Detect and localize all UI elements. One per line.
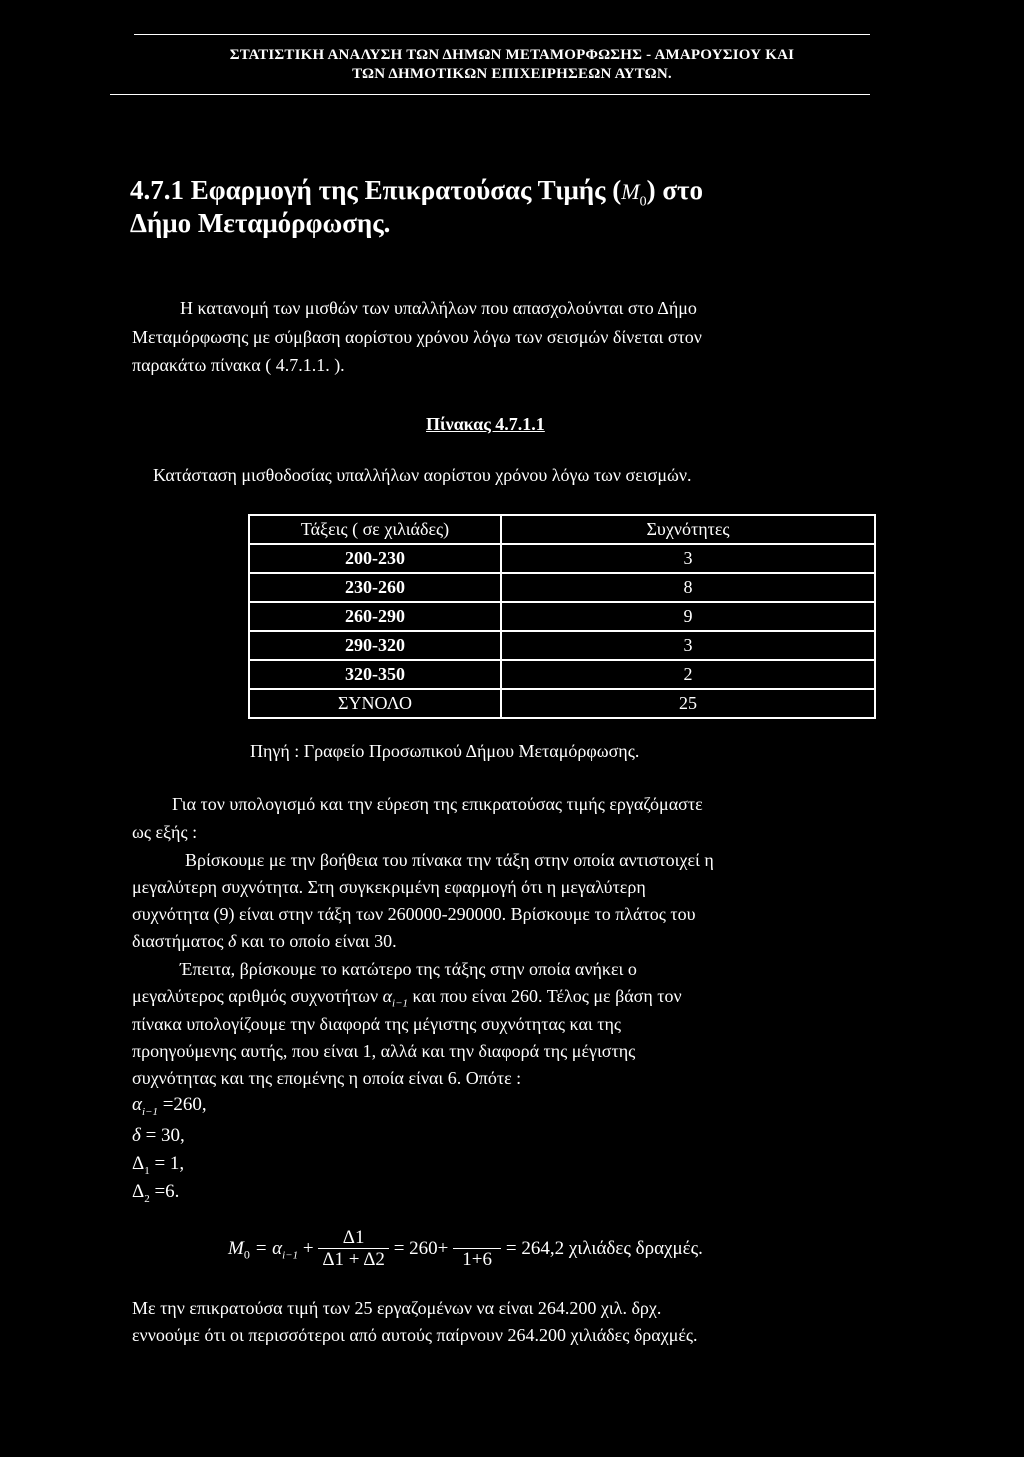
- class-cell: 290-320: [249, 631, 501, 660]
- col-header-classes: Τάξεις ( σε χιλιάδες): [249, 515, 501, 544]
- mode-symbol-sub: 0: [639, 194, 647, 210]
- table-caption: Κατάσταση μισθοδοσίας υπαλλήλων αορίστου χρόνου λόγω των σεισμών.: [153, 465, 692, 485]
- table-label: Πίνακας 4.7.1.1: [426, 414, 545, 434]
- D2-value: =6.: [154, 1181, 180, 1202]
- value-alpha: [132, 1093, 207, 1124]
- text-span: μεγαλύτερος αριθμός συχνοτήτων: [132, 986, 379, 1006]
- value-D2: [132, 1180, 179, 1211]
- alpha-symbol: α: [382, 986, 393, 1006]
- method-p3-line4: προηγούμενης αυτής, που είναι 1, αλλά και την διαφορά της μέγιστης: [132, 1041, 636, 1061]
- text-span: και το οποίο είναι 30.: [240, 931, 397, 951]
- method-p1-line2: ως εξής :: [132, 822, 198, 842]
- D2-sub: 2: [144, 1192, 150, 1205]
- formula-plus: +: [302, 1237, 314, 1259]
- total-value-cell: 25: [501, 689, 875, 718]
- table-total-row: [249, 689, 875, 718]
- table-row: [249, 631, 875, 660]
- intro-line3: παρακάτω πίνακα ( 4.7.1.1. ).: [132, 355, 345, 375]
- running-header-line1: ΣΤΑΤΙΣΤΙΚΗ ΑΝΑΛΥΣΗ ΤΩΝ ΔΗΜΩΝ ΜΕΤΑΜΟΡΦΩΣΗΣ - ΑΜΑΡΟΥΣΙΟΥ ΚΑΙ: [229, 47, 795, 63]
- conclusion-line1: Με την επικρατούσα τιμή των 25 εργαζομένων να είναι 264.200 χιλ. δρχ.: [132, 1298, 662, 1318]
- formula-alpha-sub: i−1: [282, 1249, 299, 1262]
- conclusion-line2: εννοούμε ότι οι περισσότεροι από αυτούς παίρνουν 264.200 χιλιάδες δραχμές.: [132, 1325, 698, 1345]
- alpha-sub: i−1: [392, 997, 409, 1010]
- formula-lhs-sub: 0: [243, 1247, 250, 1262]
- method-p2-line2: μεγαλύτερη συχνότητα. Στη συγκεκριμένη εφαρμογή ότι η μεγαλύτερη: [132, 877, 646, 897]
- section-title-part2: ) στο: [646, 175, 703, 205]
- class-cell: 320-350: [249, 660, 501, 689]
- value-D1: [132, 1152, 184, 1183]
- text-span: διαστήματος: [132, 931, 224, 951]
- method-p3-line1: Έπειτα, βρίσκουμε το κατώτερο της τάξης στην οποία ανήκει ο: [180, 959, 637, 979]
- class-cell: 230-260: [249, 573, 501, 602]
- formula-fraction-2: [453, 1228, 501, 1271]
- delta-value: = 30,: [145, 1125, 185, 1146]
- method-p3-line5: συχνότητας και της επομένης η οποία είναι 6. Οπότε :: [132, 1068, 522, 1088]
- method-p2-line3: συχνότητα (9) είναι στην τάξη των 260000-290000. Βρίσκουμε το πλάτος του: [132, 904, 696, 924]
- table-row: [249, 660, 875, 689]
- freq-cell: 8: [501, 573, 875, 602]
- D1-sub: 1: [144, 1164, 150, 1177]
- method-p2-line1: Βρίσκουμε με την βοήθεια του πίνακα την τάξη στην οποία αντιστοιχεί η: [185, 850, 714, 870]
- table-row: [249, 602, 875, 631]
- class-cell: 260-290: [249, 602, 501, 631]
- alpha-sub: i−1: [141, 1105, 158, 1118]
- text-span: και που είναι 260. Τέλος με βάση τον: [412, 986, 682, 1006]
- freq-cell: 2: [501, 660, 875, 689]
- intro-line1: Η κατανομή των μισθών των υπαλλήλων που απασχολούνται στο Δήμο: [180, 298, 697, 318]
- formula-lhs: M: [228, 1237, 244, 1259]
- fraction-denominator: 1+6: [462, 1249, 492, 1270]
- delta-symbol: δ: [132, 1125, 141, 1146]
- D2-symbol: Δ: [132, 1181, 145, 1202]
- alpha-symbol: α: [132, 1094, 142, 1115]
- formula-fraction-1: [318, 1228, 389, 1271]
- fraction-denominator: Δ1 + Δ2: [322, 1249, 385, 1270]
- header-bottom-rule: [110, 94, 870, 95]
- freq-cell: 3: [501, 544, 875, 573]
- D1-symbol: Δ: [132, 1153, 145, 1174]
- formula-substitution: = 260+: [393, 1237, 449, 1259]
- delta-symbol: δ: [228, 931, 237, 951]
- value-delta: [132, 1124, 185, 1149]
- class-cell: 200-230: [249, 544, 501, 573]
- method-p2-line4: [132, 929, 397, 954]
- formula-alpha: = α: [254, 1237, 283, 1259]
- running-header-line2: ΤΩΝ ΔΗΜΟΤΙΚΩΝ ΕΠΙΧΕΙΡΗΣΕΩΝ ΑΥΤΩΝ.: [352, 66, 672, 82]
- section-title-part1: 4.7.1 Εφαρμογή της Επικρατούσας Τιμής (: [130, 175, 622, 205]
- method-p1-line1: Για τον υπολογισμό και την εύρεση της επικρατούσας τιμής εργαζόμαστε: [172, 794, 703, 814]
- table-source: Πηγή : Γραφείο Προσωπικού Δήμου Μεταμόρφωσης.: [250, 741, 640, 761]
- freq-cell: 9: [501, 602, 875, 631]
- table-header-row: [249, 515, 875, 544]
- table-row: [249, 544, 875, 573]
- freq-cell: 3: [501, 631, 875, 660]
- method-p3-line3: πίνακα υπολογίζουμε την διαφορά της μέγιστης συχνότητας και της: [132, 1014, 622, 1034]
- fraction-numerator: [453, 1228, 501, 1249]
- formula-result: = 264,2 χιλιάδες δραχμές.: [505, 1237, 703, 1259]
- col-header-frequencies: Συχνότητες: [501, 515, 875, 544]
- alpha-value: =260,: [162, 1094, 207, 1115]
- mode-formula: [228, 1228, 703, 1271]
- section-title-line2: Δήμο Μεταμόρφωσης.: [130, 208, 391, 238]
- table-row: [249, 573, 875, 602]
- D1-value: = 1,: [154, 1153, 185, 1174]
- mode-symbol: M: [621, 179, 640, 204]
- header-top-rule: [134, 34, 870, 35]
- fraction-numerator: Δ1: [318, 1228, 389, 1249]
- intro-line2: Μεταμόρφωσης με σύμβαση αορίστου χρόνου λόγω των σεισμών δίνεται στον: [132, 327, 702, 347]
- frequency-table: [248, 514, 876, 719]
- total-label-cell: ΣΥΝΟΛΟ: [249, 689, 501, 718]
